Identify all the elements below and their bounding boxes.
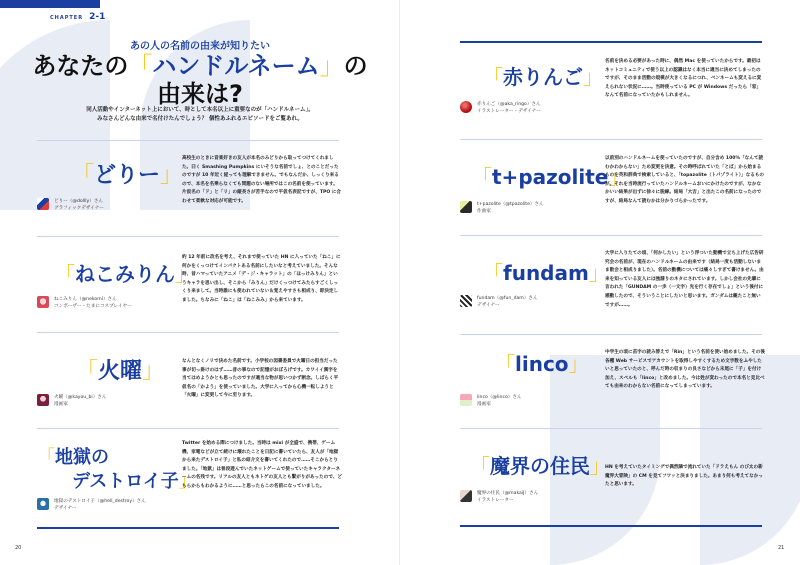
page-number: 21 — [778, 545, 785, 551]
entry-body: 以前別のハンドルネームを使っていたのですが、自分含め 100%「なんて読むかわからない」ため変更を決意。その時呼ばれていた「とば」から始まるものを英和辞典で検索していると、「topazolite（トパゾライト）」なるものが。それを当時流行っていたハンドルネームおいにかけたのですが、なかなかいい結果が出ずに徐々に脱線。結局「大吉」と出たこの名前になったのですが、結局なんて読むかは分かりづらかったです。 — [605, 156, 765, 204]
entry-body: 名前を決める必要があった時に、偶然 Mac を使っていたからです。最初はネットコミュニティで使う以上の認識はなく本当に適当に決めてしまったのですが、そのまま活動の規模が大きくなるにつれ、ペンネームも変えるに変えられない状況に……。当時使っている PC が Windows だったら「窓」なんて名前になっていたかもしれません。 — [605, 59, 762, 99]
entry-tpazolite — [400, 139, 800, 235]
title-highlight: ハンドルネーム — [152, 52, 320, 80]
close-bracket: 」 — [588, 261, 609, 285]
author-role: 漫画家 — [54, 402, 68, 407]
handle-name-text: 魔界の住民 — [490, 454, 590, 478]
author-info — [460, 394, 522, 408]
entry-body: 高校生のときに音楽好きの友人が本名のみどりから取ってつけてくれました。曰く Smashing Pumpkins にいそうな名前でしょ、とのことだったのですが 10 年近く経っても理解できません。でもなんだか、しっくり来るので、本名を名乗らなくても問題のない場所ではこの名前を使っています。片仮名の「ド」と「リ」の縦長さが苦手なので平仮名表記ですが、TPO に合わせて柔軟な対応が可能です。 — [182, 156, 342, 204]
lead-line: 同人活動やインターネット上において、時として本名以上に重要なのが「ハンドルネーム」。 — [86, 107, 314, 113]
entry-body: 大学に入りたての頃、「何かしたい」という浮ついた動機で立ち上げた広告研究会の名前が、現在のハンドルネームの由来です（結局一度も活動しないまま散会と相成りました）。名前の動機については痛々しすぎて書けません。由来を知っている友人には強請りのネタにされています。しかし会社の先輩に言われた「GUNDAM の一歩（一文字）先を行く存在でしょ」という後付に感動したので、そういうことにしたいと思います。ガンダムは観たこと無いですが……。 — [605, 251, 764, 308]
chapter-marker — [50, 12, 105, 22]
open-bracket: 「 — [483, 65, 503, 89]
open-bracket: 「 — [472, 165, 492, 189]
chapter-number: 2-1 — [89, 12, 106, 22]
close-bracket: 」 — [568, 352, 589, 376]
handle-name-line2: デストロイ子 — [72, 471, 179, 492]
author-handle: 赤りんご（@aka_ringo）さん — [477, 102, 541, 107]
handle-name-text: t+pazolite — [492, 165, 609, 189]
entry-body: なんとなくノリで決めた名前です。小学校の図書委員で火曜日の担当だった事が切っ掛けのはず……昔の事なので記憶がおぼろげです。カワイイ漢字を当てはめようかとも思ったのですが適当な物が思いつかず断念。しばらく平仮名の「かよう」を使っていました。大学に入ってから心機一転しようと「火曜」に変更して今に至ります。 — [182, 359, 339, 399]
title-open-bracket: 「 — [128, 52, 153, 80]
close-bracket: 」 — [590, 454, 610, 478]
handle-name — [72, 158, 182, 189]
section-end-rule — [37, 527, 339, 529]
entry-hell-destroy — [0, 428, 400, 528]
right-page — [400, 0, 800, 565]
character-avatar-icon — [460, 201, 472, 213]
cat-girl-avatar-icon — [37, 296, 49, 308]
handle-name-text: どりー — [94, 163, 161, 188]
author-role: イラストレーター・デザイナー — [477, 109, 541, 114]
author-role: イラストレーター — [477, 498, 514, 503]
entry-linco — [400, 334, 800, 428]
entry-body: 中学生の頃に苗字の読み替えで「Rin」という名前を使い始めました。その後各種 Web サービスでアカウントを取得しやすくするため文字数をふやしたいと思っていたのと、呼んだ時の収まりの良さなどから末尾に「子」を付け加え、スペルも「linco」と改めました。今は姓が変わったので本名と見比べても由来のわからない名前になってしまっています。 — [605, 350, 765, 390]
handle-name — [37, 446, 197, 494]
handle-name — [483, 257, 609, 286]
author-handle: 火曜（@kayou_bi）さん — [54, 395, 107, 400]
author-info — [37, 498, 146, 512]
title-line2: 由来は? — [157, 80, 243, 108]
handle-name-line1: 地獄の — [55, 447, 109, 468]
close-bracket: 」 — [160, 163, 183, 188]
close-bracket: 」 — [608, 165, 629, 189]
handle-name — [470, 450, 610, 479]
handle-name — [495, 348, 589, 377]
author-info — [460, 201, 544, 215]
author-role: デザイナー — [54, 506, 77, 511]
entry-body: Twitter を始める際につけました。当時は mixi が全盛で、携帯、ゲーム機、家電などが立て続けに壊れたことを日記に書いていたら、友人が「地獄から来たデストロイ子」と私の紹介文を書いてくれたので……そこからとりました。「地獄」は普段遊んでいたネットゲームで使っていたキャラクターネームの名残です。リアルの友人ともネトゲの友人とも繋がりがあったので、どちらからもわかるように……と思ったらこの名前になっていました。 — [182, 441, 343, 489]
entry-dolly — [0, 140, 400, 236]
red-apple-icon — [460, 101, 472, 113]
author-role: グラフィックデザイナー — [54, 206, 104, 211]
author-handle: 地獄のデストロイ子（@hell_destroy）さん — [54, 499, 146, 504]
author-handle: ねこみりん（@nekomi）さん — [54, 297, 117, 302]
entry-body: HN を考えていたタイミングで偶然隣で流れていた「ドラえもん のび太の新魔界大冒険」の CM を見てフワッと決まりました。あまり何も考えてなかったと思います。 — [605, 465, 763, 488]
author-handle: 魔界の住民（@makaiJ）さん — [477, 491, 539, 496]
author-info — [460, 295, 538, 309]
lead-text — [0, 106, 400, 124]
author-info — [37, 198, 104, 212]
entry-body: 約 12 年前に改名を考え、それまで使っていた HN に入っていた「ねこ」に何かをくっつけてインパクトある名前にしたいなと考えていました。そんな時、昔ハマっていたアニメ「デ・ジ・キャラット」の「ほっけみりん」というキャラを思い出し、そこから「みりん」だけくっつけてみたらすごくしっくり来まして。当時誰にも使われていない＆覚えやすさも相成り、即決定しました。ちなみに「ねこ」は「ねこみみ」から来ています。 — [182, 255, 341, 303]
open-bracket: 「 — [495, 352, 515, 376]
author-info — [460, 490, 538, 504]
author-role: 作曲家 — [477, 209, 491, 214]
author-role: 漫画家 — [477, 402, 491, 407]
handle-name — [76, 354, 164, 385]
chapter-label: CHAPTER — [50, 15, 84, 21]
entry-fundam — [400, 235, 800, 331]
author-role: デザイナー — [477, 303, 500, 308]
title-prefix: あなたの — [32, 52, 129, 80]
entry-makai — [400, 428, 800, 528]
close-bracket: 」 — [178, 471, 197, 492]
author-handle: fundam（@fun_dam）さん — [477, 296, 538, 301]
author-handle: どりー（@dollly）さん — [54, 199, 104, 204]
close-bracket: 」 — [142, 359, 165, 384]
pixel-creature-icon — [460, 295, 472, 307]
handle-name-text: 赤りんご — [503, 65, 583, 89]
handle-name-text: ねこみりん — [75, 262, 175, 286]
close-bracket: 」 — [175, 262, 195, 286]
handle-name-text: linco — [515, 352, 569, 376]
author-info — [460, 101, 541, 115]
character-avatar-icon — [37, 498, 49, 510]
entry-kayou — [0, 332, 400, 428]
character-avatar-icon — [460, 490, 472, 502]
page-number: 20 — [15, 545, 22, 551]
open-bracket: 「 — [37, 447, 55, 468]
open-bracket: 「 — [483, 261, 503, 285]
section-end-rule — [460, 525, 762, 527]
entry-aka-ringo — [400, 43, 800, 139]
author-handle: t+pazolite（@tpazolite）さん — [477, 202, 544, 207]
page-title — [0, 52, 400, 108]
open-bracket: 「 — [72, 163, 95, 188]
lead-line: みなさんどんな由来で名付けたんでしょう？ 個性あふれるエピソードをご覧あれ。 — [97, 116, 303, 122]
open-bracket: 「 — [55, 262, 75, 286]
entry-nekomirin — [0, 236, 400, 332]
author-info — [37, 296, 132, 310]
letter-a-logo-icon — [37, 198, 49, 210]
title-close-bracket: 」 — [319, 52, 344, 80]
open-bracket: 「 — [76, 359, 99, 384]
girl-avatar-icon — [37, 394, 49, 406]
title-suffix: の — [343, 52, 368, 80]
handle-name — [55, 258, 195, 287]
handle-name — [483, 61, 603, 90]
chapter-color-bar — [0, 0, 100, 8]
author-info — [37, 394, 106, 408]
handle-name-text: 火曜 — [98, 359, 143, 384]
close-bracket: 」 — [583, 65, 603, 89]
author-role: コンポーザー・たまにコスプレイヤー — [54, 304, 132, 309]
pink-avatar-icon — [460, 394, 472, 406]
handle-name-text: fundam — [503, 261, 589, 285]
kicker: あの人の名前の由来が知りたい — [130, 41, 270, 52]
open-bracket: 「 — [470, 454, 490, 478]
author-handle: linco（@linco）さん — [477, 395, 522, 400]
